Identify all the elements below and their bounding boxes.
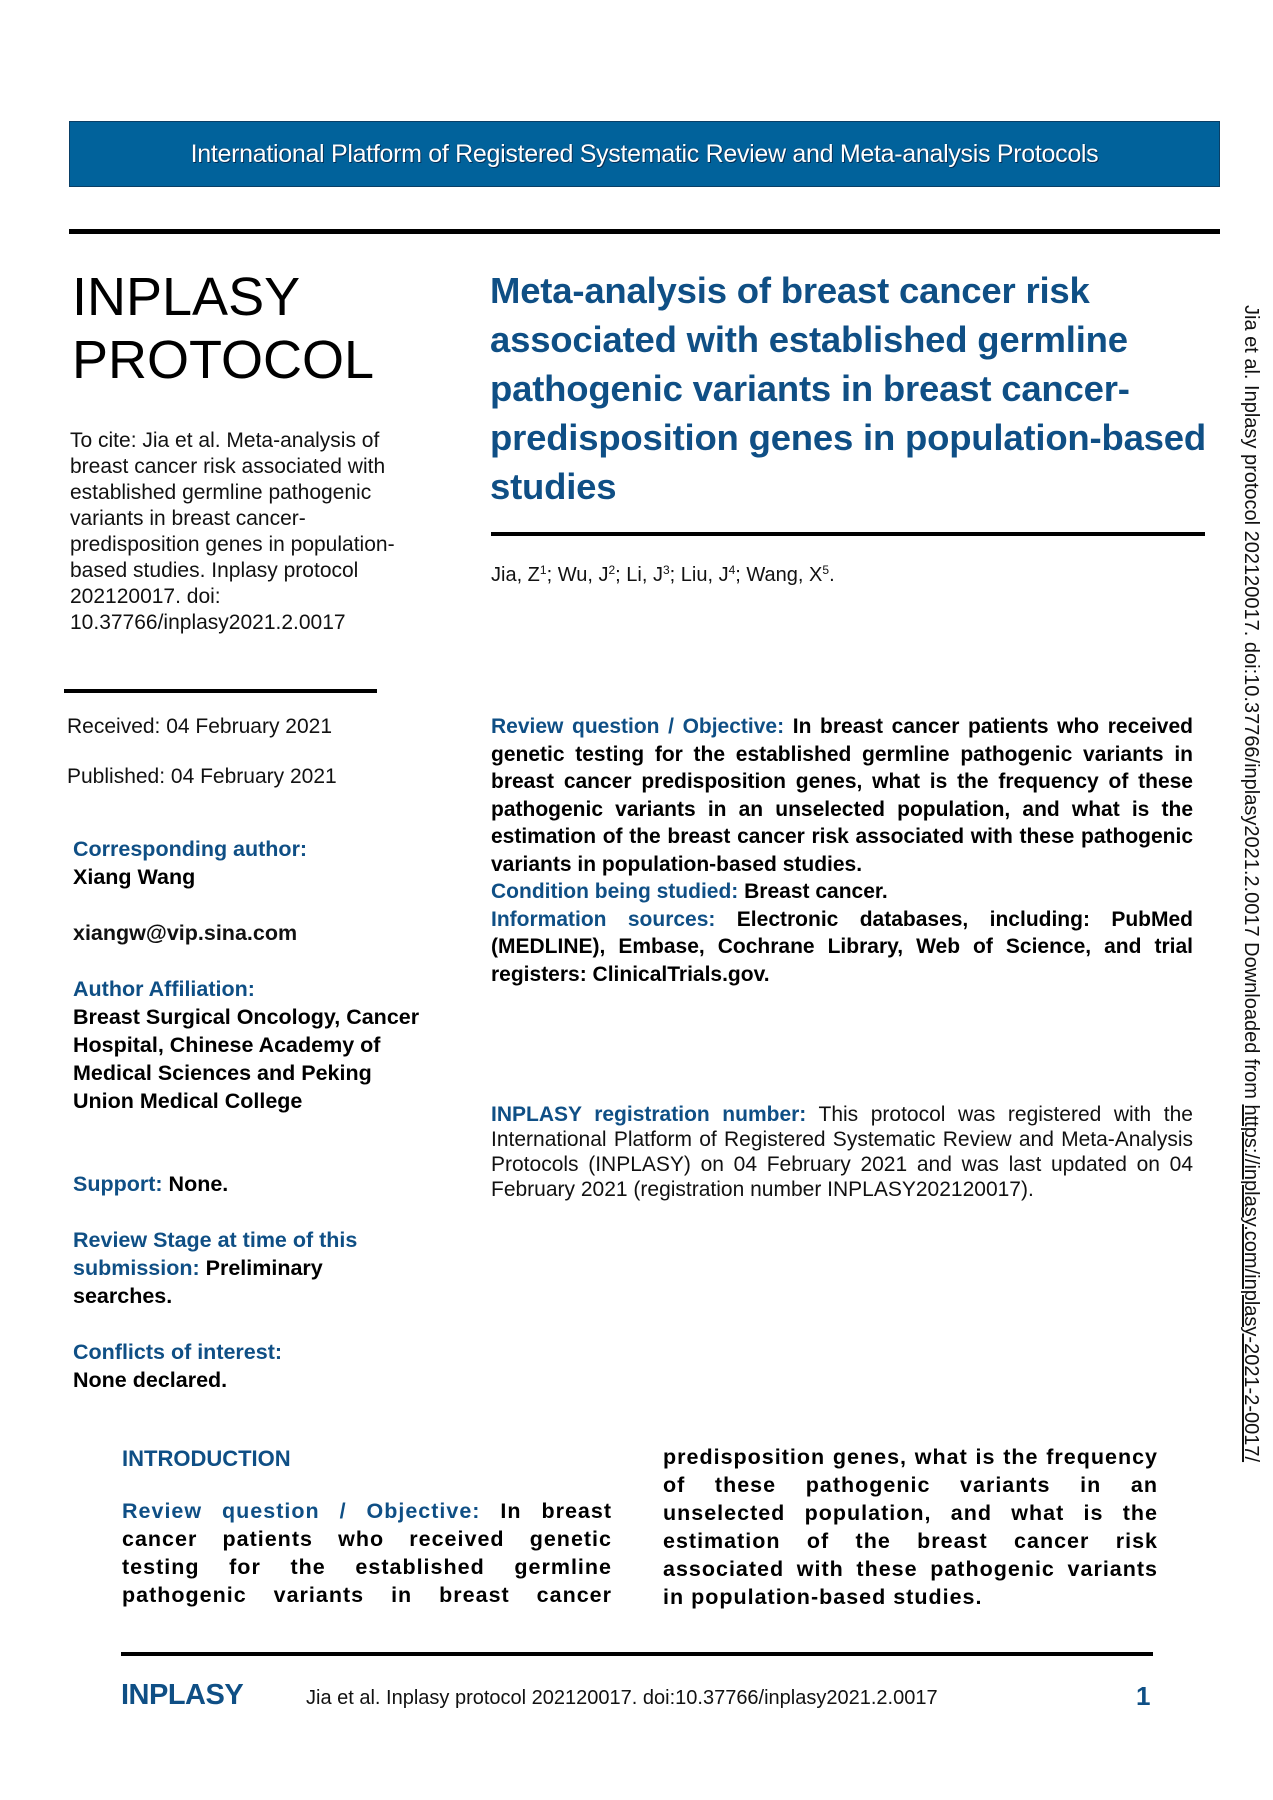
footer-citation: Jia et al. Inplasy protocol 202120017. doi:10.37766/inplasy2021.2.0017 bbox=[306, 1687, 938, 1709]
received-date: Received: 04 February 2021 bbox=[67, 715, 332, 738]
top-divider bbox=[69, 229, 1220, 234]
author: Wang, $X^5$. bbox=[746, 563, 835, 586]
intro-objective-label: Review question / Objective: bbox=[122, 1499, 481, 1523]
author-list bbox=[491, 563, 835, 587]
corresponding-author-name: Xiang Wang bbox=[73, 865, 196, 889]
author-email[interactable]: xiangw@vip.sina.com bbox=[73, 921, 298, 945]
sources-label: Information sources: bbox=[491, 907, 716, 931]
author: Liu, $J^4$; bbox=[680, 563, 747, 586]
brand-line-2: PROTOCOL bbox=[72, 330, 375, 390]
conflicts-value: None declared. bbox=[73, 1368, 228, 1392]
objective-label: Review question / Objective: bbox=[491, 715, 785, 738]
affiliation-label: Author Affiliation: bbox=[73, 977, 255, 1001]
review-stage-value: Preliminary searches. bbox=[73, 1256, 323, 1308]
author-affiliation bbox=[73, 975, 443, 1115]
footer-brand: INPLASY bbox=[121, 1679, 244, 1711]
brand-title bbox=[72, 266, 374, 392]
registration-text: This protocol was registered with the International Platform of Registered Systematic Review and Meta-Analysis Protocols (INPLASY) on 04 February 2021 and was last updated on 04 February 2021 (registration number INPLASY202120017). bbox=[491, 1103, 1193, 1201]
footer-divider bbox=[121, 1652, 1153, 1656]
affiliation-value: Breast Surgical Oncology, Cancer Hospital, Chinese Academy of Medical Sciences and Peking Union Medical College bbox=[73, 1005, 420, 1113]
introduction-column-left bbox=[122, 1497, 612, 1609]
conflicts-of-interest bbox=[73, 1338, 443, 1394]
corresponding-author bbox=[73, 835, 443, 891]
page-title: Meta-analysis of breast cancer risk associated with established germline pathogenic variants in breast cancer-predisposition genes in population-based studies bbox=[490, 270, 1206, 507]
conflicts-label: Conflicts of interest: bbox=[73, 1340, 283, 1364]
published-date: Published: 04 February 2021 bbox=[67, 765, 337, 788]
abstract-condition bbox=[491, 878, 1193, 906]
support-label: Support: bbox=[73, 1172, 163, 1196]
objective-text: In breast cancer patients who received genetic testing for the established germline pathogenic variants in breast cancer predisposition genes, what is the frequency of these pathogenic variants in an unselected population, and what is the estimation of the breast cancer risk associated with these pathogenic variants in population-based studies. bbox=[491, 715, 1193, 876]
banner-title: International Platform of Registered Systematic Review and Meta-analysis Protocols bbox=[190, 139, 1099, 168]
left-divider bbox=[64, 689, 377, 693]
brand-line-1: INPLASY bbox=[72, 267, 301, 327]
sources-text: Electronic databases, including: PubMed (MEDLINE), Embase, Cochrane Library, Web of Science, and trial registers: ClinicalTrials.gov. bbox=[491, 907, 1193, 986]
side-citation-text: Jia et al. Inplasy protocol 202120017. doi:10.37766/inplasy2021.2.0017 Downloaded from bbox=[1240, 305, 1262, 1105]
abstract-sources bbox=[491, 906, 1193, 989]
abstract-objective bbox=[491, 713, 1193, 878]
abstract bbox=[491, 713, 1193, 988]
support-value: None. bbox=[168, 1172, 229, 1196]
review-stage bbox=[73, 1226, 403, 1310]
registration-info bbox=[491, 1102, 1193, 1202]
author: Jia, $Z^1$; bbox=[491, 563, 558, 586]
side-download-note bbox=[1239, 305, 1262, 1462]
header-banner bbox=[69, 121, 1220, 187]
author: Wu, $J^2$; bbox=[557, 563, 627, 586]
review-stage-label: Review Stage at time of this submission: bbox=[73, 1228, 358, 1280]
introduction-column-right: predisposition genes, what is the frequency of these pathogenic variants in an unselected population, and what is the estimation of the breast cancer risk associated with these pathogenic variants in population-based studies. bbox=[663, 1445, 1158, 1609]
introduction-heading: INTRODUCTION bbox=[122, 1446, 291, 1471]
registration-label: INPLASY registration number: bbox=[491, 1103, 807, 1126]
citation-text: To cite: Jia et al. Meta-analysis of breast cancer risk associated with established germline pathogenic variants in breast cancer-predisposition genes in population-based studies. Inplasy protocol 202120017. doi: 10.37766/inplasy2021.2.0017 bbox=[70, 429, 395, 634]
title-divider bbox=[491, 532, 1205, 536]
corresponding-author-label: Corresponding author: bbox=[73, 837, 308, 861]
support bbox=[73, 1170, 443, 1198]
download-link[interactable]: https://inplasy.com/inplasy-2021-2-0017/ bbox=[1240, 1104, 1262, 1463]
intro-left-text: In breast cancer patients who received genetic testing for the established germline pathogenic variants in breast cancer bbox=[122, 1499, 612, 1607]
author: Li, $J^3$; bbox=[626, 563, 681, 586]
condition-text: Breast cancer. bbox=[744, 880, 888, 903]
page-number: 1 bbox=[1136, 1681, 1151, 1711]
condition-label: Condition being studied: bbox=[491, 880, 739, 903]
